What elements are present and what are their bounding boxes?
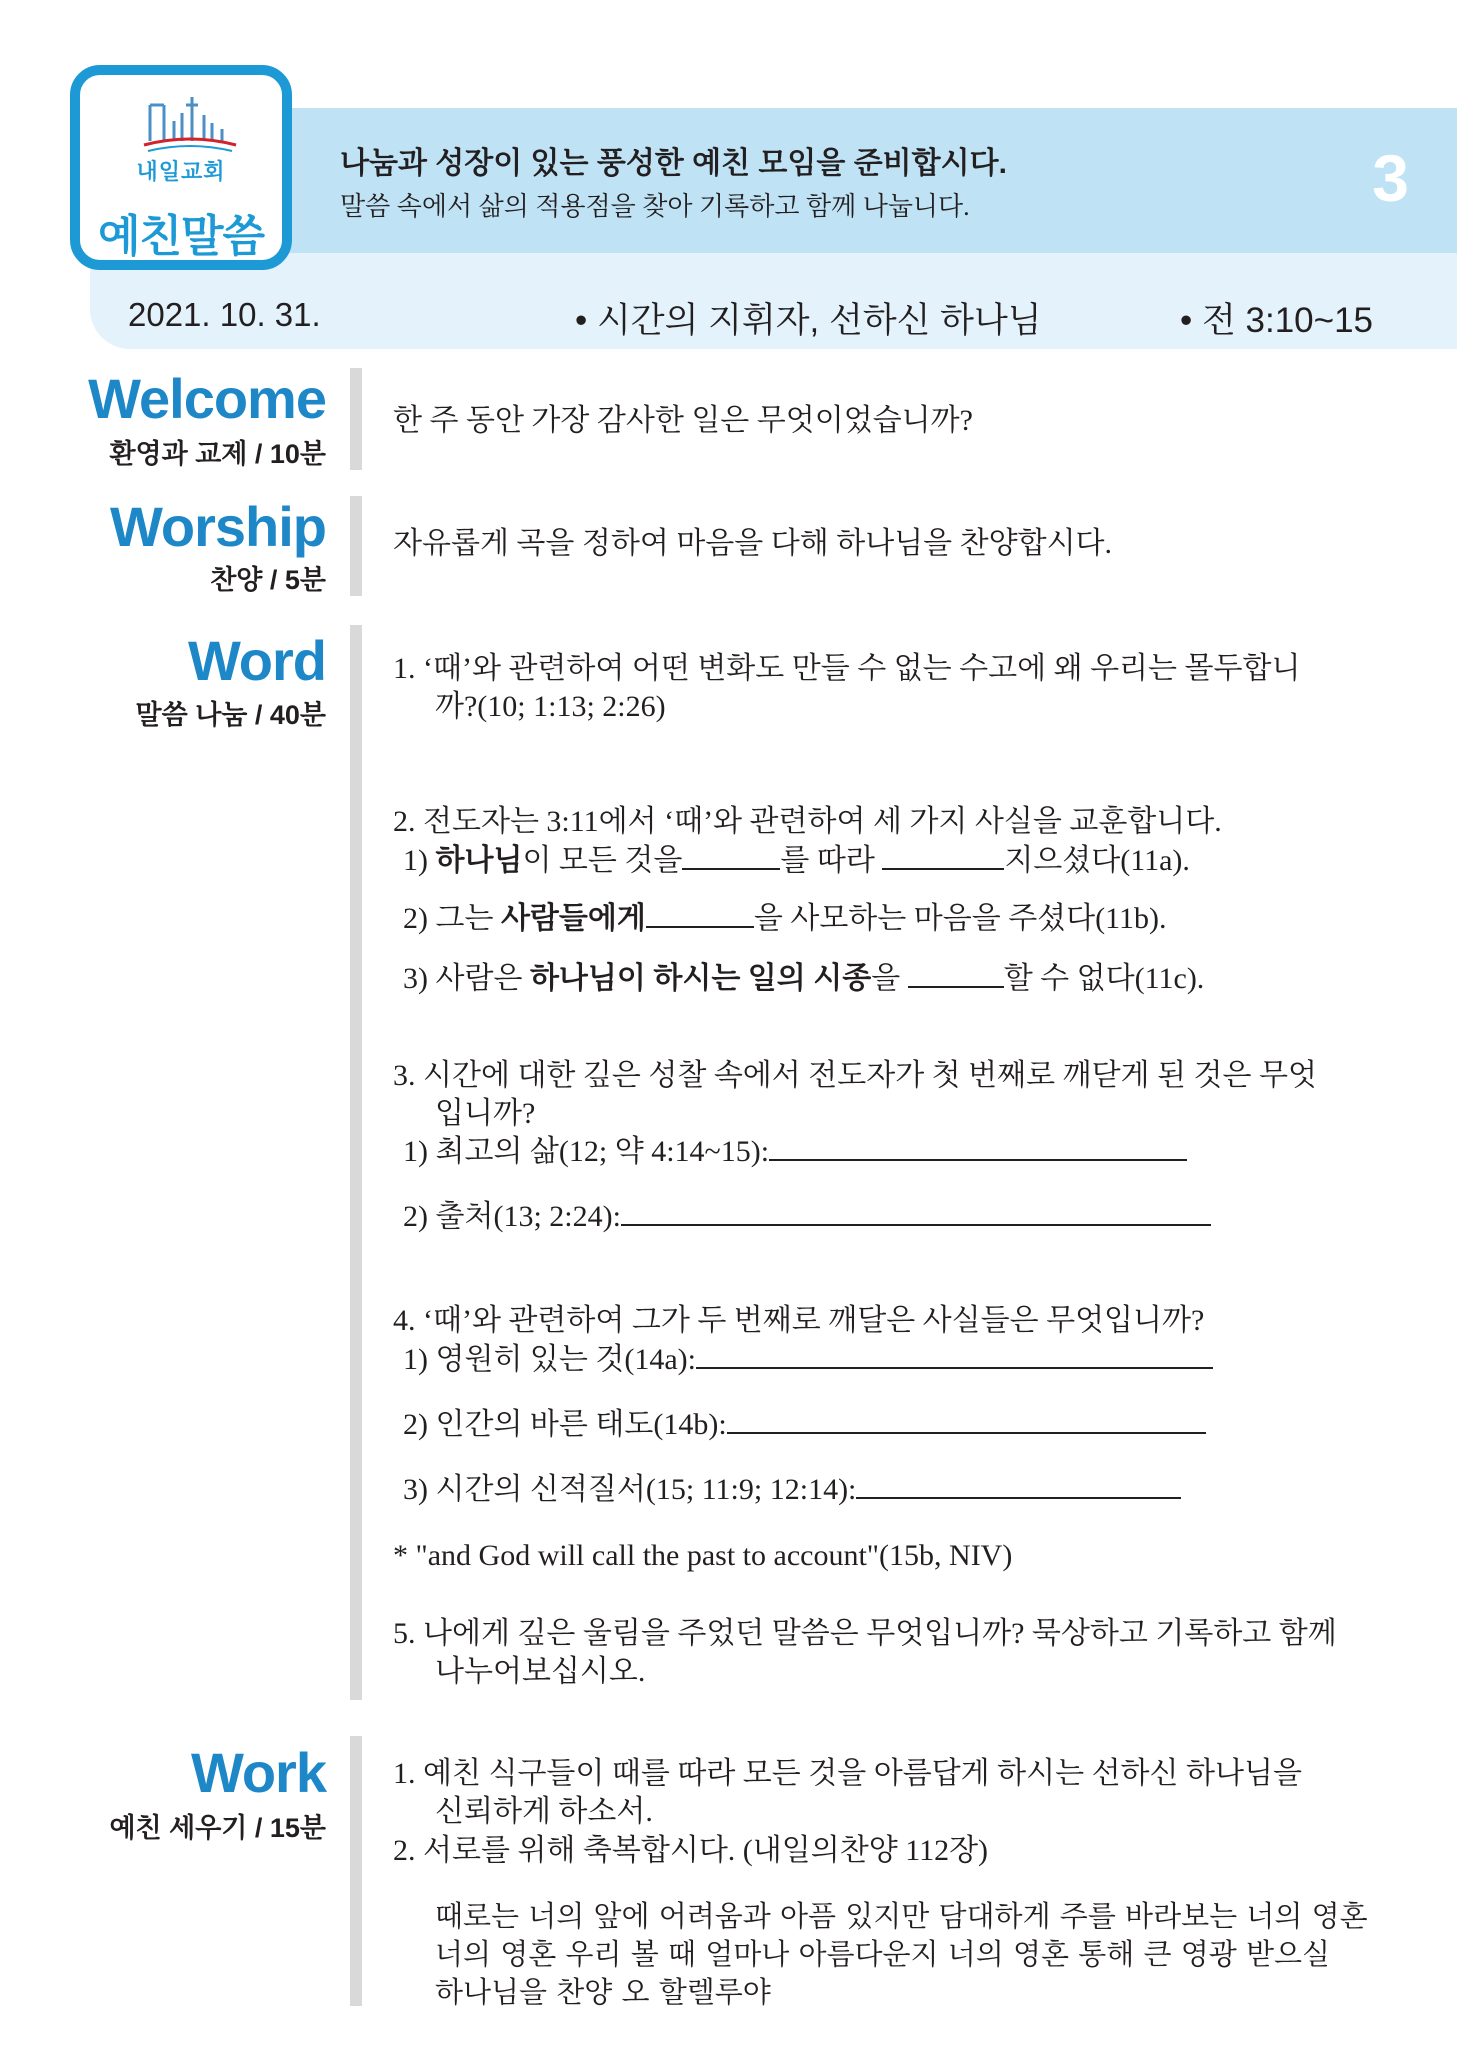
- header-subtitle: 말씀 속에서 삶의 적용점을 찾아 기록하고 함께 나눕니다.: [340, 192, 970, 221]
- question-3-item-2: 2) 출처(13; 2:24):: [403, 1198, 1211, 1236]
- answer-blank[interactable]: [621, 1198, 1211, 1226]
- scripture-reference: • 전 3:10~15: [1180, 301, 1374, 340]
- question-4-item-1: 1) 영원히 있는 것(14a):: [403, 1341, 1213, 1379]
- question-4-item-3: 3) 시간의 신적질서(15; 11:9; 12:14):: [403, 1471, 1181, 1509]
- work-divider: [350, 1736, 362, 2006]
- word-divider: [350, 625, 362, 1700]
- work-title: Work: [191, 1741, 326, 1804]
- worship-instruction: 자유롭게 곡을 정하여 마음을 다해 하나님을 찬양합시다.: [393, 527, 1113, 560]
- niv-note: * "and God will call the past to account"(15b, NIV): [393, 1539, 1013, 1572]
- question-2: 2. 전도자는 3:11에서 ‘때’와 관련하여 세 가지 사실을 교훈합니다.: [393, 805, 1222, 838]
- worship-title: Worship: [110, 495, 326, 558]
- question-3-cont: 입니까?: [435, 1097, 536, 1130]
- question-4-item-2: 2) 인간의 바른 태도(14b):: [403, 1406, 1206, 1444]
- answer-blank[interactable]: [769, 1133, 1187, 1161]
- question-5-cont: 나누어보십시오.: [435, 1655, 646, 1688]
- church-name: 내일교회: [136, 159, 226, 184]
- hymn-line-3: 하나님을 찬양 오 할렐루야: [435, 1975, 771, 2009]
- hymn-line-1: 때로는 너의 앞에 어려움과 아픔 있지만 담대하게 주를 바라보는 너의 영혼: [435, 1899, 1368, 1933]
- welcome-question: 한 주 동안 가장 감사한 일은 무엇이었습니까?: [393, 404, 973, 437]
- logo-title: 예친말씀: [97, 212, 264, 261]
- welcome-subtitle: 환영과 교제 / 10분: [109, 439, 326, 469]
- answer-blank[interactable]: [682, 842, 780, 870]
- worship-subtitle: 찬양 / 5분: [210, 565, 326, 595]
- worship-divider: [350, 496, 362, 596]
- prayer-item-1-cont: 신뢰하게 하소서.: [435, 1795, 653, 1828]
- answer-blank[interactable]: [882, 842, 1004, 870]
- question-2-item-2: 2) 그는 사람들에게 을 사모하는 마음을 주셨다(11b).: [403, 902, 1167, 935]
- question-5: 5. 나에게 깊은 울림을 주었던 말씀은 무엇입니까? 묵상하고 기록하고 함께: [393, 1617, 1337, 1650]
- welcome-title: Welcome: [88, 367, 326, 430]
- work-subtitle: 예친 세우기 / 15분: [109, 1813, 326, 1843]
- question-2-item-1: 1) 하나님이 모든 것을 를 따라 지으셨다(11a).: [403, 844, 1190, 877]
- word-title: Word: [187, 629, 326, 692]
- question-1: 1. ‘때’와 관련하여 어떤 변화도 만들 수 없는 수고에 왜 우리는 몰두합니: [393, 652, 1301, 685]
- question-3: 3. 시간에 대한 깊은 성찰 속에서 전도자가 첫 번째로 깨닫게 된 것은 무엇: [393, 1059, 1317, 1092]
- answer-blank[interactable]: [646, 900, 754, 928]
- prayer-item-1: 1. 예친 식구들이 때를 따라 모든 것을 아름답게 하시는 선하신 하나님을: [393, 1757, 1302, 1790]
- answer-blank[interactable]: [696, 1341, 1213, 1369]
- date: 2021. 10. 31.: [128, 296, 321, 333]
- answer-blank[interactable]: [908, 960, 1004, 988]
- sermon-theme: • 시간의 지휘자, 선하신 하나님: [575, 301, 1042, 340]
- answer-blank[interactable]: [727, 1406, 1206, 1434]
- question-3-item-1: 1) 최고의 삶(12; 약 4:14~15):: [403, 1133, 1187, 1171]
- answer-blank[interactable]: [856, 1471, 1181, 1499]
- page-number: 3: [1372, 141, 1409, 215]
- welcome-divider: [350, 368, 362, 470]
- header-headline: 나눔과 성장이 있는 풍성한 예친 모임을 준비합시다.: [340, 147, 1007, 180]
- question-4: 4. ‘때’와 관련하여 그가 두 번째로 깨달은 사실들은 무엇입니까?: [393, 1304, 1205, 1337]
- church-logo: [70, 65, 292, 270]
- prayer-item-2: 2. 서로를 위해 축복합시다. (내일의찬양 112장): [393, 1834, 989, 1867]
- question-1-cont: 까?(10; 1:13; 2:26): [435, 690, 666, 723]
- church-skyline-icon: [142, 95, 238, 159]
- question-2-item-3: 3) 사람은 하나님이 하시는 일의 시종을 할 수 없다(11c).: [403, 962, 1205, 995]
- word-subtitle: 말씀 나눔 / 40분: [135, 700, 326, 730]
- hymn-line-2: 너의 영혼 우리 볼 때 얼마나 아름다운지 너의 영혼 통해 큰 영광 받으실: [435, 1937, 1331, 1971]
